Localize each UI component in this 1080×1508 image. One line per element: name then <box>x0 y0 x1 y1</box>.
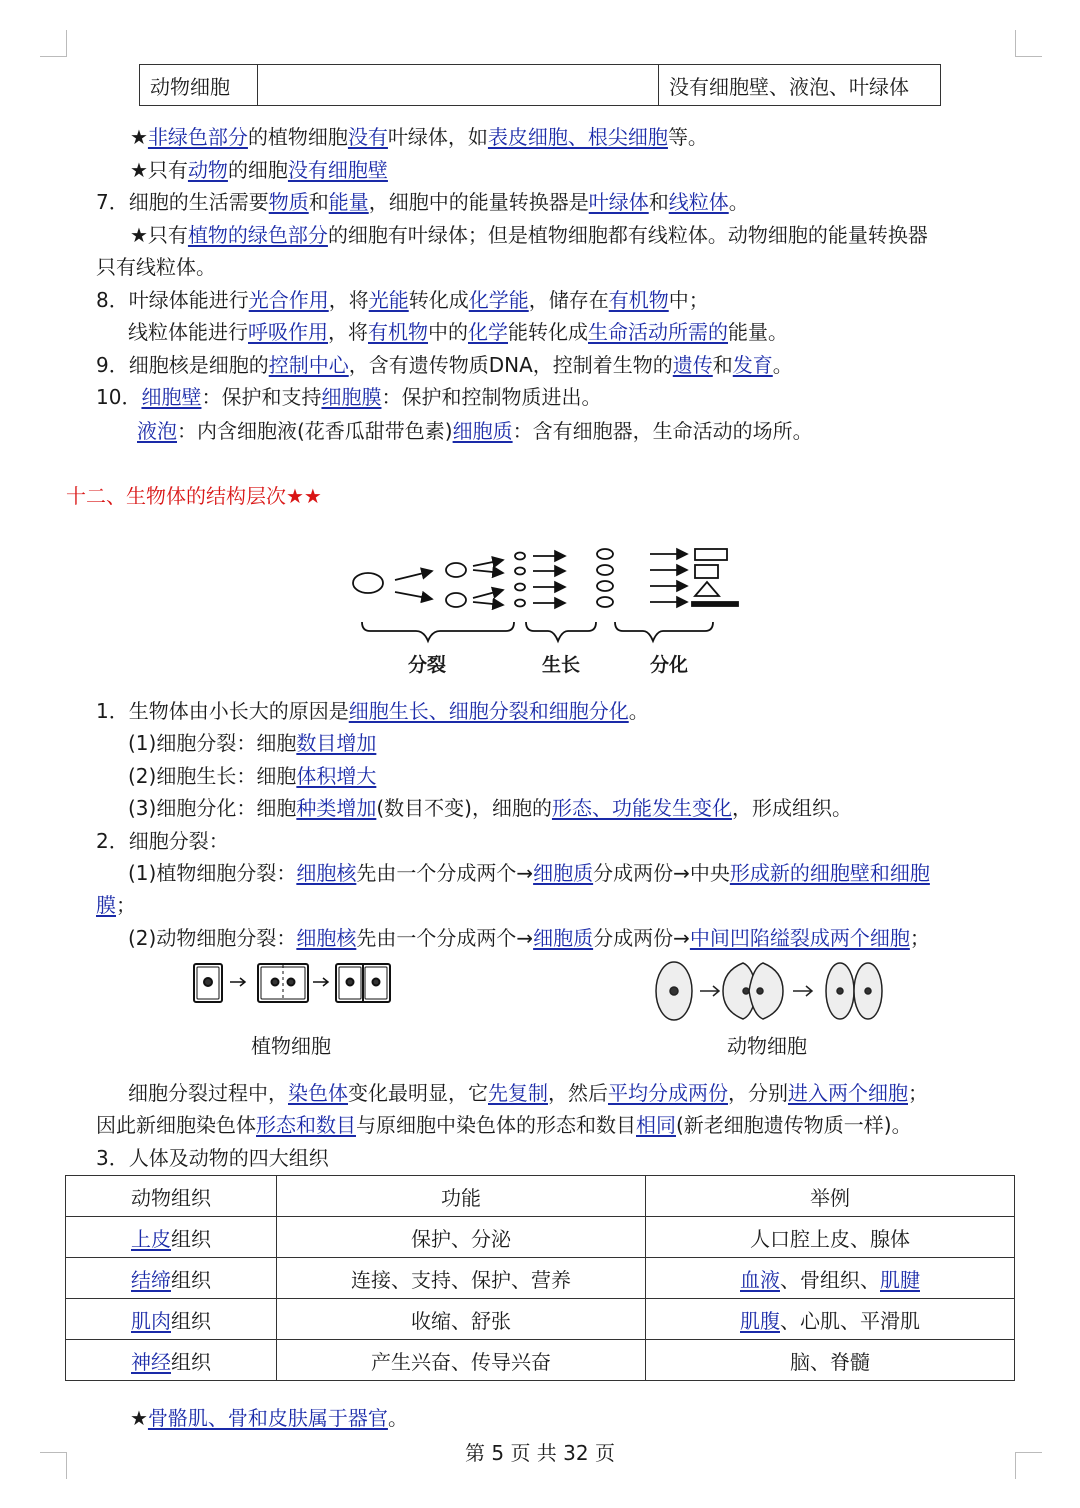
animal-cell-division-figure <box>650 958 890 1024</box>
caption-animal-cell: 动物细胞 <box>727 1034 807 1058</box>
text-line: (3)细胞分化：细胞种类增加(数目不变)，细胞的形态、功能发生变化，形成组织。 <box>128 796 852 820</box>
text-line: 2．细胞分裂： <box>96 829 229 853</box>
crop-mark-top-left <box>40 30 67 57</box>
plant-cell-division-figure <box>190 960 395 1008</box>
text-line: ★非绿色部分的植物细胞没有叶绿体，如表皮细胞、根尖细胞等。 <box>130 125 708 149</box>
cell-comparison-table <box>139 64 941 106</box>
text-line: (1)植物细胞分裂：细胞核先由一个分成两个→细胞质分成两份→中央形成新的细胞壁和细胞 <box>128 861 930 885</box>
table-cell: 脑、脊髓 <box>646 1340 1015 1381</box>
caption-plant-cell: 植物细胞 <box>251 1034 331 1058</box>
table-cell: 动物细胞 <box>140 65 258 106</box>
text-line: 膜； <box>96 893 136 917</box>
text-line: 10．细胞壁：保护和支持细胞膜：保护和控制物质进出。 <box>96 385 602 409</box>
table-cell <box>258 65 659 106</box>
text-line: (2)细胞生长：细胞体积增大 <box>128 764 377 788</box>
table-row <box>66 1217 1015 1258</box>
text-line: 1．生物体由小长大的原因是细胞生长、细胞分裂和细胞分化。 <box>96 699 649 723</box>
tissue-table <box>65 1175 1015 1381</box>
table-header: 举例 <box>646 1176 1015 1217</box>
text-line: 3．人体及动物的四大组织 <box>96 1146 329 1170</box>
table-cell: 产生兴奋、传导兴奋 <box>277 1340 646 1381</box>
table-header: 动物组织 <box>66 1176 277 1217</box>
cell-development-diagram <box>340 540 760 650</box>
diagram-label-division: 分裂 <box>408 654 447 676</box>
table-header-row <box>66 1176 1015 1217</box>
text-line: 7．细胞的生活需要物质和能量，细胞中的能量转换器是叶绿体和线粒体。 <box>96 190 749 214</box>
table-row <box>66 1258 1015 1299</box>
table-header: 功能 <box>277 1176 646 1217</box>
table-row <box>66 1299 1015 1340</box>
table-cell: 上皮组织 <box>66 1217 277 1258</box>
section-heading: 十二、生物体的结构层次★★ <box>66 484 322 508</box>
text-line: 线粒体能进行呼吸作用，将有机物中的化学能转化成生命活动所需的能量。 <box>128 320 788 344</box>
table-cell: 结缔组织 <box>66 1258 277 1299</box>
table-row <box>66 1340 1015 1381</box>
table-cell: 人口腔上皮、腺体 <box>646 1217 1015 1258</box>
table-cell: 连接、支持、保护、营养 <box>277 1258 646 1299</box>
table-row <box>140 65 941 106</box>
text-line: 只有线粒体。 <box>96 255 216 279</box>
table-cell: 保护、分泌 <box>277 1217 646 1258</box>
table-cell: 肌肉组织 <box>66 1299 277 1340</box>
diagram-label-growth: 生长 <box>542 654 581 676</box>
text-line: 因此新细胞染色体形态和数目与原细胞中染色体的形态和数目相同(新老细胞遗传物质一样)。 <box>96 1113 912 1137</box>
crop-mark-top-right <box>1015 30 1042 57</box>
table-cell: 肌腹、心肌、平滑肌 <box>646 1299 1015 1340</box>
text-line: 细胞分裂过程中，染色体变化最明显，它先复制，然后平均分成两份，分别进入两个细胞； <box>128 1081 928 1105</box>
table-cell: 血液、骨组织、肌腱 <box>646 1258 1015 1299</box>
text-line: 9．细胞核是细胞的控制中心，含有遗传物质DNA，控制着生物的遗传和发育。 <box>96 353 793 377</box>
text-line: ★只有动物的细胞没有细胞壁 <box>130 158 388 182</box>
diagram-label-differentiation: 分化 <box>650 654 689 676</box>
text-line: ★骨骼肌、骨和皮肤属于器官。 <box>130 1406 408 1430</box>
table-cell: 神经组织 <box>66 1340 277 1381</box>
text-line: 液泡：内含细胞液(花香瓜甜带色素)细胞质：含有细胞器，生命活动的场所。 <box>137 419 813 443</box>
text-line: 8．叶绿体能进行光合作用，将光能转化成化学能，储存在有机物中； <box>96 288 709 312</box>
text-line: ★只有植物的绿色部分的细胞有叶绿体；但是植物细胞都有线粒体。动物细胞的能量转换器 <box>130 223 928 247</box>
text-line: (2)动物细胞分裂：细胞核先由一个分成两个→细胞质分成两份→中间凹陷缢裂成两个细胞； <box>128 926 930 950</box>
page-footer: 第 5 页 共 32 页 <box>465 1441 615 1465</box>
text-line: (1)细胞分裂：细胞数目增加 <box>128 731 377 755</box>
table-cell: 没有细胞壁、液泡、叶绿体 <box>659 65 941 106</box>
table-cell: 收缩、舒张 <box>277 1299 646 1340</box>
